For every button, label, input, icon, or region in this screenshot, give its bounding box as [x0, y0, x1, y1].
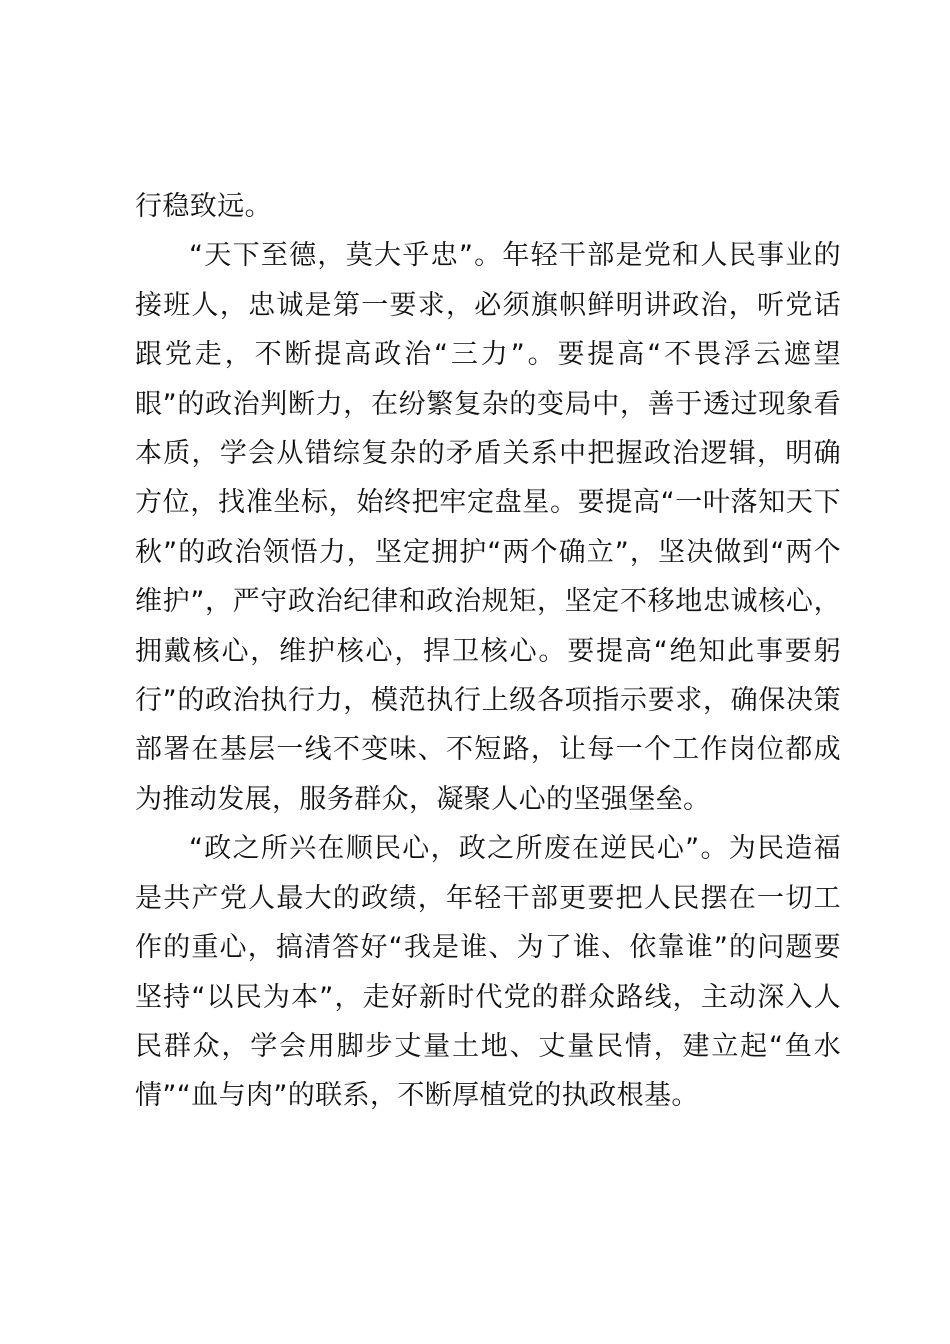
document-body	[135, 182, 841, 1121]
paragraph-loyalty: “天下至德，莫大乎忠”。年轻干部是党和人民事业的接班人，忠诚是第一要求，必须旗帜鲜明讲政治，听党话跟党走，不断提高政治“三力”。要提高“不畏浮云遮望眼”的政治判断力，在纷繁复杂的变局中，善于透过现象看本质，学会从错综复杂的矛盾关系中把握政治逻辑，明确方位，找准坐标，始终把牢定盘星。要提高“一叶落知天下秋”的政治领悟力，坚定拥护“两个确立”，坚决做到“两个维护”，严守政治纪律和政治规矩，坚定不移地忠诚核心，拥戴核心，维护核心，捍卫核心。要提高“绝知此事要躬行”的政治执行力，模范执行上级各项指示要求，确保决策部署在基层一线不变味、不短路，让每一个工作岗位都成为推动发展，服务群众，凝聚人心的坚强堡垒。	[135, 240, 841, 815]
paragraph-continuation: 行稳致远。	[135, 191, 272, 222]
paragraph-people: “政之所兴在顺民心，政之所废在逆民心”。为民造福是共产党人最大的政绩，年轻干部更要把人民摆在一切工作的重心，搞清答好“我是谁、为了谁、依靠谁”的问题要坚持“以民为本”，走好新时代党的群众路线，主动深入人民群众，学会用脚步丈量土地、丈量民情，建立起“鱼水情”“血与肉”的联系，不断厚植党的执政根基。	[135, 833, 841, 1112]
